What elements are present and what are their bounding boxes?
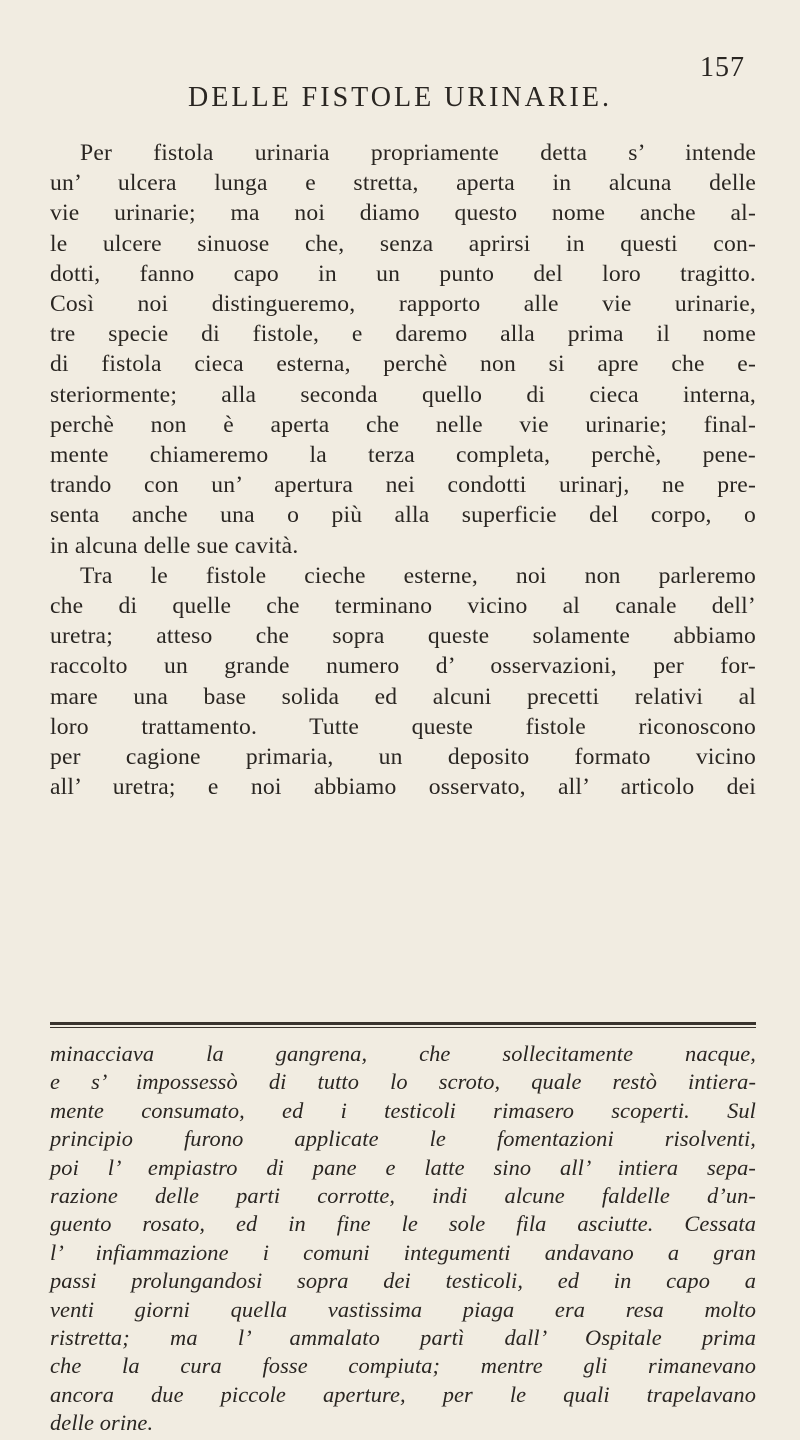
text-line: mare una base solida ed alcuni precetti relativi al <box>50 683 756 710</box>
note-line: poi l’ empiastro di pane e latte sino all’ intiera sepa- <box>50 1154 756 1180</box>
text-line: steriormente; alla seconda quello di cieca interna, <box>50 381 756 408</box>
main-text <box>50 138 756 802</box>
note-line: delle orine. <box>50 1410 154 1436</box>
text-line: un’ ulcera lunga e stretta, aperta in alcuna delle <box>50 170 756 197</box>
text-line: all’ uretra; e noi abbiamo osservato, all’ articolo dei <box>50 774 756 801</box>
text-line: uretra; atteso che sopra queste solamente abbiamo <box>50 623 756 650</box>
note-line: che la cura fosse compiuta; mentre gli rimanevano <box>50 1353 756 1379</box>
text-line: senta anche una o più alla superficie del corpo, o <box>50 502 756 529</box>
note-line: razione delle parti corrotte, indi alcune faldelle d’un- <box>50 1183 756 1209</box>
text-line: in alcuna delle sue cavità. <box>50 532 299 559</box>
footnote-divider-thin <box>50 1027 756 1028</box>
text-line: trando con un’ apertura nei condotti urinarj, ne pre- <box>50 472 756 499</box>
text-line: Per fistola urinaria propriamente detta s’ intende <box>80 140 756 166</box>
text-line: raccolto un grande numero d’ osservazioni, per for- <box>50 653 756 680</box>
text-line: vie urinarie; ma noi diamo questo nome anche al- <box>50 200 756 227</box>
text-line: perchè non è aperta che nelle vie urinarie; final- <box>50 411 756 438</box>
text-line: tre specie di fistole, e daremo alla prima il nome <box>50 321 756 348</box>
note-line: minacciava la gangrena, che sollecitamente nacque, <box>50 1041 756 1066</box>
page-number: 157 <box>700 52 745 83</box>
text-line: dotti, fanno capo in un punto del loro tragitto. <box>50 260 756 287</box>
text-line: loro trattamento. Tutte queste fistole riconoscono <box>50 713 756 740</box>
note-line: e s’ impossessò di tutto lo scroto, quale restò intiera- <box>50 1069 756 1095</box>
note-line: ristretta; ma l’ ammalato partì dall’ Ospitale prima <box>50 1325 756 1351</box>
note-line: guento rosato, ed in fine le sole fila asciutte. Cessata <box>50 1211 756 1237</box>
text-line: mente chiameremo la terza completa, perchè, pene- <box>50 442 756 469</box>
footnote-divider <box>50 1022 756 1025</box>
text-line: di fistola cieca esterna, perchè non si apre che e- <box>50 351 756 378</box>
note-line: principio furono applicate le fomentazioni risolventi, <box>50 1126 756 1152</box>
note-line: ancora due piccole aperture, per le quali trapelavano <box>50 1381 756 1407</box>
running-head: DELLE FISTOLE URINARIE. <box>188 82 612 113</box>
text-line: che di quelle che terminano vicino al canale dell’ <box>50 593 756 620</box>
text-line: Così noi distingueremo, rapporto alle vie urinarie, <box>50 291 756 318</box>
note-line: venti giorni quella vastissima piaga era resa molto <box>50 1296 756 1322</box>
note-line: l’ infiammazione i comuni integumenti andavano a gran <box>50 1239 756 1265</box>
text-line: le ulcere sinuose che, senza aprirsi in questi con- <box>50 230 756 257</box>
note-line: passi prolungandosi sopra dei testicoli, ed in capo a <box>50 1268 756 1294</box>
text-line: per cagione primaria, un deposito formato vicino <box>50 744 756 771</box>
text-line: Tra le fistole cieche esterne, noi non parleremo <box>80 562 756 589</box>
note-line: mente consumato, ed i testicoli rimasero scoperti. Sul <box>50 1097 756 1123</box>
footnote-text <box>50 1040 756 1438</box>
